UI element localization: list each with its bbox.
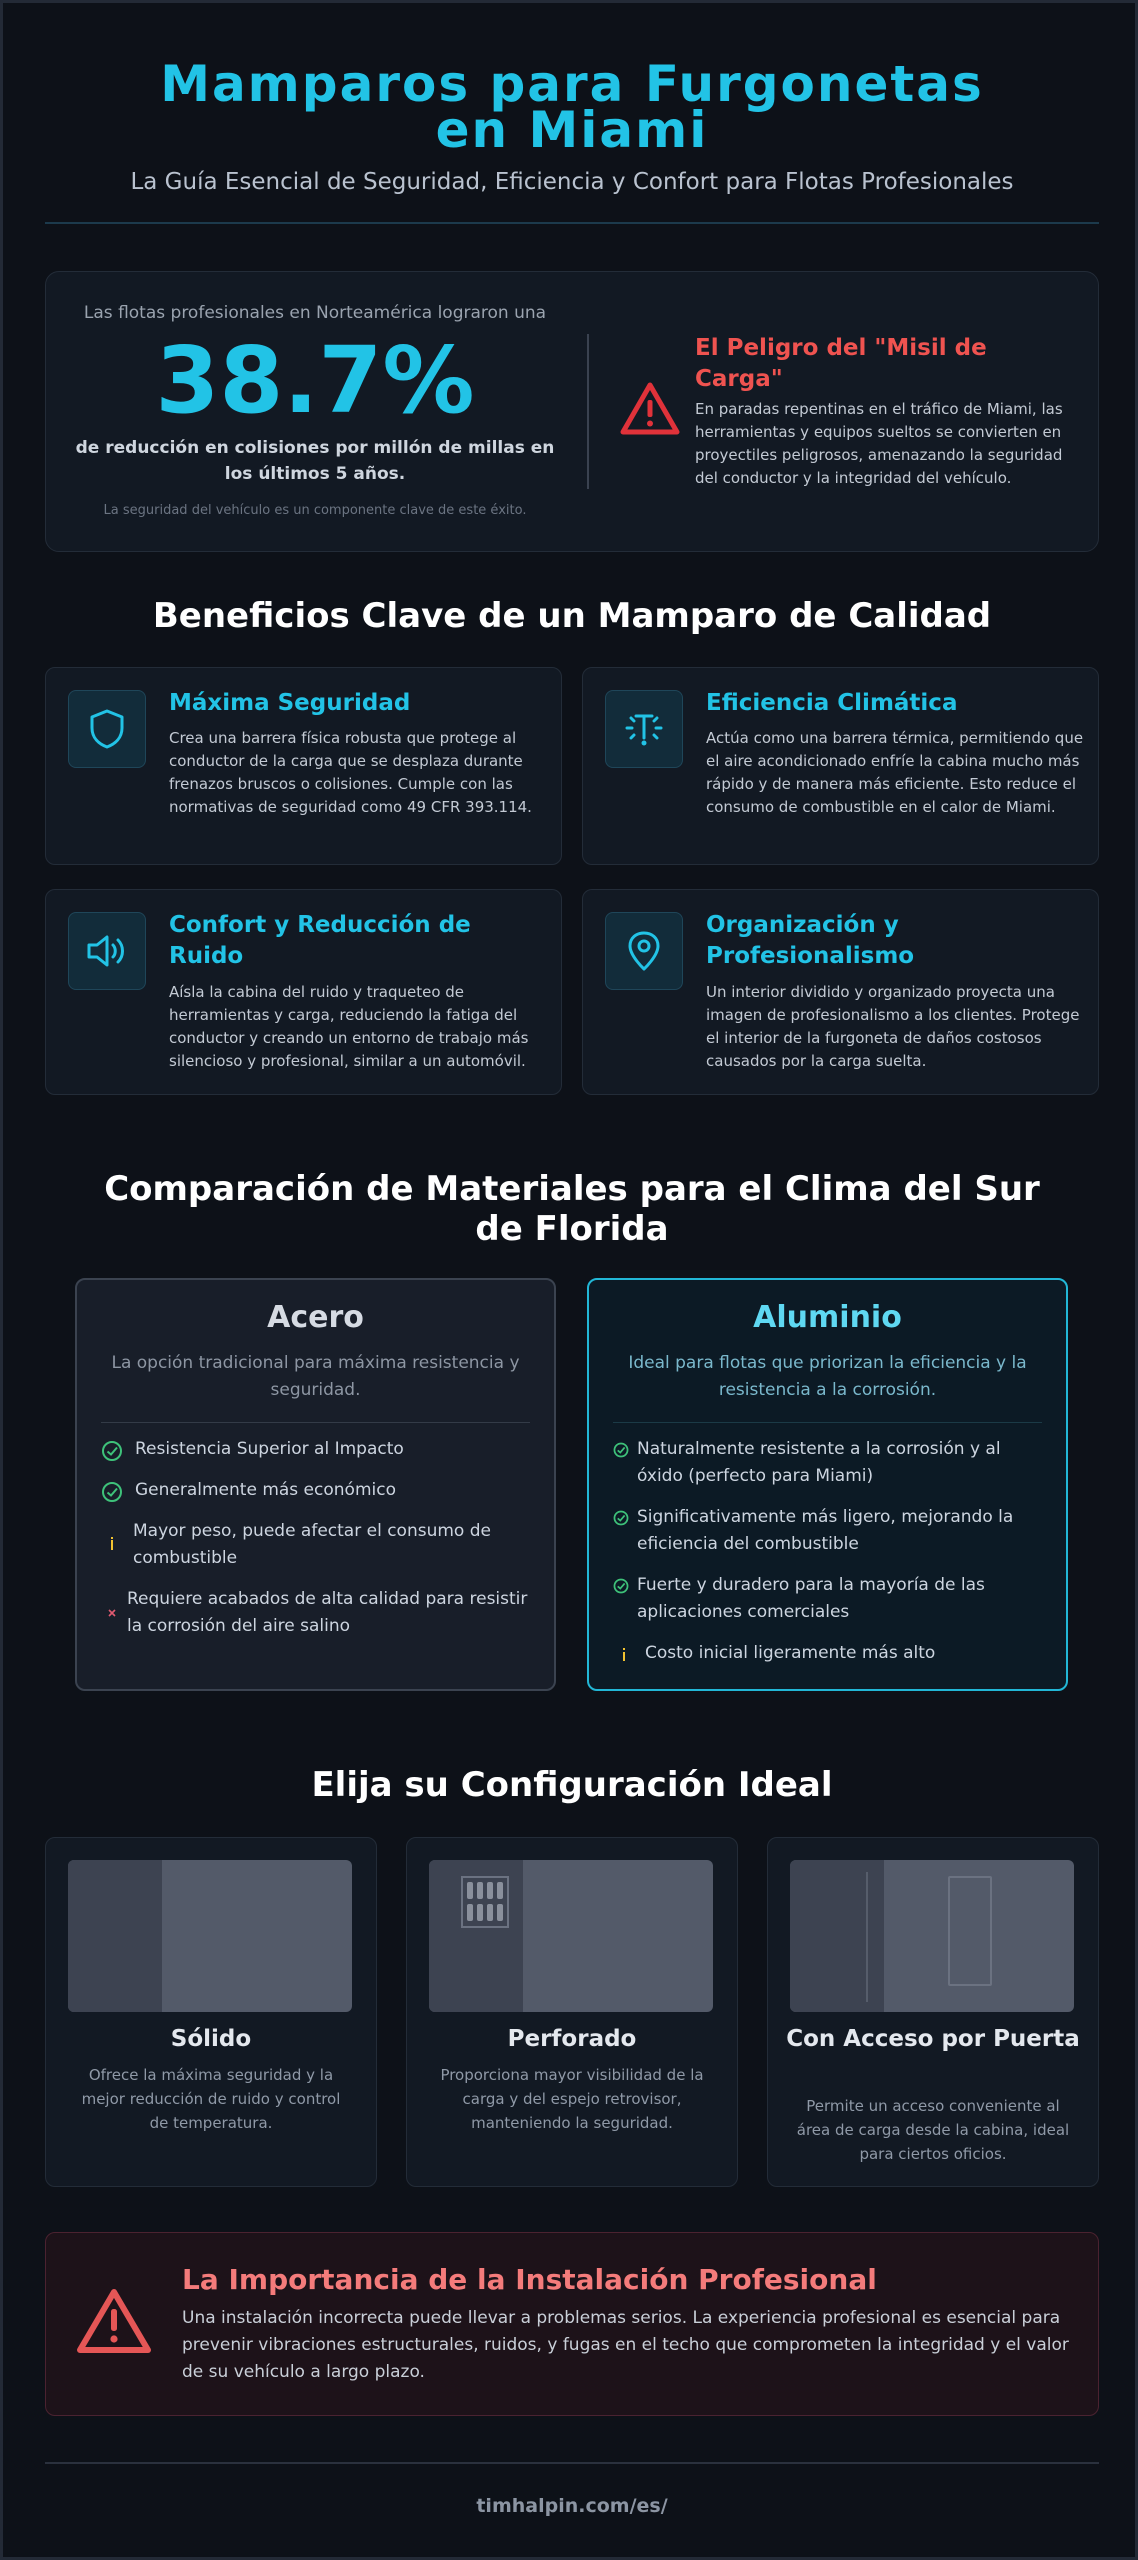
benefit-title: Máxima Seguridad bbox=[169, 690, 411, 716]
material-item bbox=[101, 1518, 534, 1572]
benefit-title: Organización y Profesionalismo bbox=[706, 912, 915, 969]
config-title: Sólido bbox=[170, 2026, 252, 2052]
benefit-card-organization bbox=[582, 889, 1099, 1095]
config-card-door bbox=[767, 1837, 1099, 2187]
material-item-text: Generalmente más económico bbox=[135, 1480, 396, 1500]
benefit-text: Crea una barrera física robusta que protege al conductor de la carga que se desplaza durante frenazos bruscos o colisiones. Cumple con las normativas de seguridad como 49 CFR 393.114. bbox=[169, 729, 532, 816]
benefit-icon-box bbox=[605, 912, 683, 990]
material-item bbox=[101, 1477, 534, 1504]
cab-panel bbox=[790, 1860, 884, 2012]
material-item bbox=[613, 1572, 1046, 1626]
check-circle-icon bbox=[613, 1510, 629, 1526]
check-circle-icon bbox=[101, 1440, 123, 1462]
header-divider bbox=[45, 222, 1099, 224]
material-item bbox=[101, 1586, 534, 1640]
benefit-card-climate bbox=[582, 667, 1099, 865]
material-item-text: Mayor peso, puede afectar el consumo de combustible bbox=[133, 1521, 491, 1568]
material-card-steel bbox=[75, 1278, 556, 1691]
cab-panel bbox=[68, 1860, 162, 2012]
material-item-text: Requiere acabados de alta calidad para resistir la corrosión del aire salino bbox=[127, 1589, 528, 1636]
config-title: Perforado bbox=[507, 2026, 637, 2052]
panel-seam bbox=[866, 1872, 868, 2002]
benefit-card-security bbox=[45, 667, 562, 865]
stat-lead: Las flotas profesionales en Norteamérica lograron una bbox=[83, 303, 547, 323]
material-title: Acero bbox=[267, 1300, 364, 1335]
material-item-text: Fuerte y duradero para la mayoría de las aplicaciones comerciales bbox=[637, 1575, 985, 1622]
stat-note: La seguridad del vehículo es un componente clave de este éxito. bbox=[103, 503, 527, 518]
benefit-icon-box bbox=[605, 690, 683, 768]
info-icon bbox=[613, 1644, 635, 1666]
config-text: Permite un acceso conveniente al área de carga desde la cabina, ideal para ciertos oficios. bbox=[796, 2097, 1070, 2163]
warning-triangle-icon bbox=[76, 2287, 152, 2355]
location-pin-icon bbox=[625, 929, 663, 973]
benefit-text: Actúa como una barrera térmica, permitiendo que el aire acondicionado enfríe la cabina mucho más rápido y de manera más eficiente. Esto reduce el consumo de combustible en el calor de Miami. bbox=[706, 729, 1084, 816]
check-circle-icon bbox=[613, 1442, 629, 1458]
benefit-title: Confort y Reducción de Ruido bbox=[169, 912, 471, 969]
footer-divider bbox=[45, 2462, 1099, 2464]
danger-title: El Peligro del "Misil de Carga" bbox=[695, 335, 987, 392]
configs-heading: Elija su Configuración Ideal bbox=[311, 1765, 833, 1805]
check-circle-icon bbox=[101, 1481, 123, 1503]
warning-triangle-icon bbox=[619, 381, 681, 437]
config-text: Ofrece la máxima seguridad y la mejor reducción de ruido y control de temperatura. bbox=[81, 2066, 341, 2132]
stat-divider bbox=[587, 334, 589, 489]
material-item bbox=[613, 1504, 1046, 1558]
material-item-text: Significativamente más ligero, mejorando la eficiencia del combustible bbox=[637, 1507, 1014, 1554]
config-title: Con Acceso por Puerta bbox=[786, 2026, 1080, 2052]
benefit-icon-box bbox=[68, 690, 146, 768]
thermometer-icon bbox=[623, 708, 665, 750]
benefit-card-comfort bbox=[45, 889, 562, 1095]
installation-text: Una instalación incorrecta puede llevar a problemas serios. La experiencia profesional es esencial para prevenir vibraciones estructurales, ruidos, y fugas en el techo que comprometen la integridad y el valor de su vehículo a largo plazo. bbox=[182, 2308, 1069, 2382]
page-title: Mamparos para Furgonetas en Miami bbox=[160, 55, 984, 159]
footer-link[interactable]: timhalpin.com/es/ bbox=[476, 2495, 668, 2517]
benefit-text: Un interior dividido y organizado proyecta una imagen de profesionalismo a los clientes. Protege el interior de la furgoneta de daños costosos causados por la carga suelta. bbox=[706, 983, 1080, 1070]
perforation-grid-icon bbox=[461, 1876, 509, 1928]
stat-description: de reducción en colisiones por millón de millas en los últimos 5 años. bbox=[75, 438, 555, 484]
material-item bbox=[613, 1640, 1046, 1667]
danger-text: En paradas repentinas en el tráfico de Miami, las herramientas y equipos sueltos se convierten en proyectiles peligrosos, amenazando la seguridad del conductor y la integridad del vehículo. bbox=[695, 400, 1063, 487]
material-title: Aluminio bbox=[753, 1300, 902, 1335]
config-text: Proporciona mayor visibilidad de la carga y del espejo retrovisor, manteniendo la seguridad. bbox=[440, 2066, 704, 2132]
shield-icon bbox=[88, 708, 126, 750]
material-item bbox=[613, 1436, 1046, 1490]
material-divider bbox=[101, 1422, 530, 1423]
config-card-solid bbox=[45, 1837, 377, 2187]
installation-callout bbox=[45, 2232, 1099, 2416]
material-card-aluminum bbox=[587, 1278, 1068, 1691]
materials-heading: Comparación de Materiales para el Clima del Sur de Florida bbox=[104, 1169, 1040, 1249]
benefits-heading: Beneficios Clave de un Mamparo de Calidad bbox=[152, 596, 992, 636]
material-item bbox=[101, 1436, 534, 1463]
info-icon bbox=[101, 1534, 123, 1556]
material-subtitle: La opción tradicional para máxima resistencia y seguridad. bbox=[111, 1353, 520, 1400]
door-bulkhead-illustration bbox=[790, 1860, 1074, 2012]
door-outline bbox=[948, 1876, 992, 1986]
speaker-icon bbox=[85, 932, 129, 970]
benefit-text: Aísla la cabina del ruido y traqueteo de herramientas y carga, reduciendo la fatiga del conductor y creando un entorno de trabajo más silencioso y profesional, similar a un automóvil. bbox=[169, 983, 529, 1070]
config-card-perforated bbox=[406, 1837, 738, 2187]
material-item-text: Costo inicial ligeramente más alto bbox=[645, 1643, 936, 1663]
installation-title: La Importancia de la Instalación Profesional bbox=[182, 2263, 877, 2296]
material-item-text: Naturalmente resistente a la corrosión y al óxido (perfecto para Miami) bbox=[637, 1439, 1001, 1486]
page-subtitle: La Guía Esencial de Seguridad, Eficiencia y Confort para Flotas Profesionales bbox=[130, 169, 1014, 195]
check-circle-icon bbox=[613, 1578, 629, 1594]
material-divider bbox=[613, 1422, 1042, 1423]
material-subtitle: Ideal para flotas que priorizan la eficiencia y la resistencia a la corrosión. bbox=[628, 1353, 1027, 1400]
material-item-text: Resistencia Superior al Impacto bbox=[135, 1439, 404, 1459]
perforated-bulkhead-illustration bbox=[429, 1860, 713, 2012]
benefit-title: Eficiencia Climática bbox=[706, 690, 958, 716]
stat-value: 38.7% bbox=[155, 327, 475, 434]
benefit-icon-box bbox=[68, 912, 146, 990]
solid-bulkhead-illustration bbox=[68, 1860, 352, 2012]
cross-icon bbox=[101, 1602, 123, 1624]
